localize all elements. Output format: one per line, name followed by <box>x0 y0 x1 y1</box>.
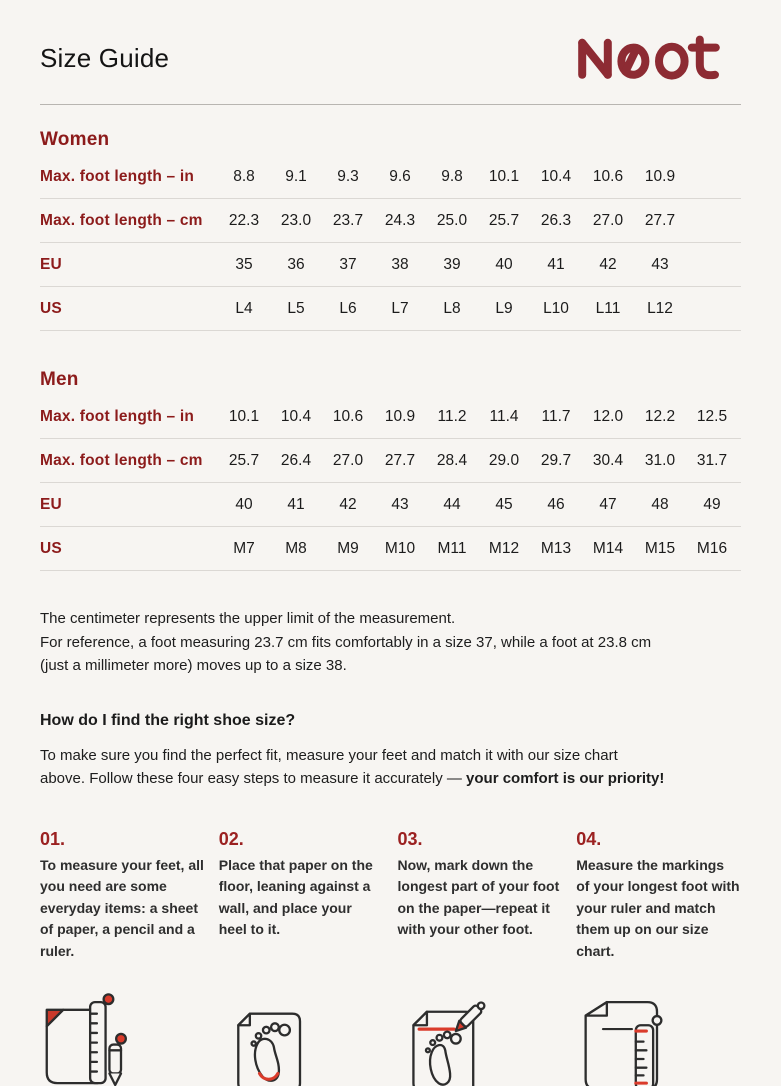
size-cell: 39 <box>443 255 461 273</box>
men-heading: Men <box>40 369 79 390</box>
size-cell: 9.3 <box>337 167 359 185</box>
size-cell: 8.8 <box>233 167 255 185</box>
intro-line: above. Follow these four easy steps to measure it accurately — <box>40 770 467 787</box>
size-cell: 25.7 <box>488 211 520 229</box>
size-cell: L9 <box>495 299 513 317</box>
size-cell: 26.4 <box>280 451 312 469</box>
size-cell: 29.0 <box>488 451 520 469</box>
note-line: The centimeter represents the upper limit of the measurement. <box>40 610 456 627</box>
size-cell: 12.2 <box>644 407 676 425</box>
size-cell: 41 <box>547 255 565 273</box>
size-cell: 12.0 <box>592 407 624 425</box>
size-cell: 10.4 <box>540 167 572 185</box>
size-cell: 27.0 <box>592 211 624 229</box>
steps <box>40 829 741 963</box>
step-1 <box>40 829 205 963</box>
size-cell: M11 <box>437 539 467 557</box>
table-row <box>40 155 741 199</box>
note-line: For reference, a foot measuring 23.7 cm fits comfortably in a size 37, while a foot at 23.8 cm <box>40 633 652 651</box>
size-cell: 10.9 <box>644 167 676 185</box>
row-label: EU <box>40 255 62 273</box>
naot-logo <box>561 34 741 82</box>
table-row <box>40 483 741 527</box>
step-3 <box>398 829 563 963</box>
size-cell: 45 <box>495 495 513 513</box>
step-text: To measure your feet, all you need are some everyday items: a sheet of paper, a pencil and a ruler. <box>40 856 204 959</box>
size-cell: 30.4 <box>592 451 624 469</box>
size-cell: 27.7 <box>384 451 416 469</box>
paper-footprint-heel-icon <box>219 988 384 1086</box>
table-row <box>40 527 741 571</box>
size-cell: 44 <box>443 495 461 513</box>
table-row <box>40 243 741 287</box>
step-icons <box>40 988 741 1086</box>
size-cell: 35 <box>235 255 253 273</box>
size-cell: 36 <box>287 255 305 273</box>
size-cell: 10.1 <box>488 167 520 185</box>
size-cell: 40 <box>495 255 513 273</box>
header-divider <box>40 104 741 105</box>
row-label: US <box>40 299 62 317</box>
row-label: Max. foot length – in <box>40 407 195 425</box>
size-cell: 10.9 <box>384 407 416 425</box>
size-cell: 9.8 <box>441 167 463 185</box>
size-cell: 43 <box>651 255 669 273</box>
size-cell: M15 <box>644 539 676 557</box>
size-cell: L11 <box>595 299 621 317</box>
step-number: 02. <box>218 828 244 849</box>
note-text <box>40 607 741 678</box>
size-cell: 46 <box>547 495 565 513</box>
size-cell: 9.6 <box>389 167 411 185</box>
size-cell: 47 <box>599 495 617 513</box>
size-guide-page <box>0 34 781 1086</box>
table-row <box>40 287 741 331</box>
paper-ruler-pencil-icon <box>40 988 205 1086</box>
table-row <box>40 199 741 243</box>
ruler-measuring-paper-icon <box>576 988 741 1086</box>
size-cell: 42 <box>339 495 357 513</box>
size-cell: 25.7 <box>228 451 260 469</box>
intro-text <box>40 744 741 791</box>
step-text: Place that paper on the floor, leaning against a wall, and place your heel to it. <box>218 856 373 937</box>
step-number: 04. <box>576 828 602 849</box>
step-number: 01. <box>40 828 66 849</box>
row-label: US <box>40 539 62 557</box>
intro-line: To make sure you find the perfect fit, measure your feet and match it with our size chart <box>40 746 618 764</box>
size-cell: 24.3 <box>384 211 416 229</box>
table-row <box>40 395 741 439</box>
size-cell: 27.7 <box>644 211 676 229</box>
row-label: Max. foot length – cm <box>40 211 203 229</box>
size-cell: 23.7 <box>332 211 364 229</box>
pencil-marking-foot-icon <box>398 988 563 1086</box>
size-cell: L8 <box>443 299 461 317</box>
size-cell: M13 <box>540 539 572 557</box>
size-cell: 40 <box>235 495 253 513</box>
size-cell: 41 <box>287 495 305 513</box>
size-cell: 23.0 <box>280 211 312 229</box>
size-cell: 22.3 <box>228 211 260 229</box>
size-cell: 10.6 <box>332 407 364 425</box>
step-2 <box>219 829 384 963</box>
size-cell: M9 <box>337 539 359 557</box>
women-heading: Women <box>40 129 110 150</box>
row-label: Max. foot length – cm <box>40 451 203 469</box>
size-cell: M16 <box>696 539 728 557</box>
size-cell: L4 <box>235 299 253 317</box>
page-title: Size Guide <box>40 42 170 73</box>
size-cell: 11.4 <box>489 407 519 425</box>
note-line: (just a millimeter more) moves up to a size 38. <box>40 657 347 674</box>
size-cell: M14 <box>592 539 624 557</box>
size-cell: 10.6 <box>592 167 624 185</box>
size-cell: L10 <box>543 299 569 317</box>
size-cell: 31.7 <box>696 451 728 469</box>
size-cell: 31.0 <box>644 451 676 469</box>
size-cell: L7 <box>391 299 409 317</box>
size-cell: 11.2 <box>437 407 467 425</box>
size-cell: 11.7 <box>541 407 571 425</box>
size-cell: 28.4 <box>436 451 468 469</box>
size-cell: 10.4 <box>280 407 312 425</box>
size-cell: 10.1 <box>228 407 260 425</box>
size-cell: 9.1 <box>285 167 307 185</box>
row-label: Max. foot length – in <box>40 167 195 185</box>
header <box>40 34 741 82</box>
size-cell: 48 <box>651 495 669 513</box>
men-size-table <box>40 395 741 571</box>
size-cell: 43 <box>391 495 409 513</box>
step-text: Now, mark down the longest part of your foot on the paper—repeat it with your other foot. <box>397 856 560 937</box>
size-cell: M8 <box>285 539 307 557</box>
size-cell: L5 <box>287 299 305 317</box>
size-cell: L12 <box>647 299 673 317</box>
size-cell: M7 <box>233 539 255 557</box>
size-cell: L6 <box>339 299 357 317</box>
step-number: 03. <box>397 828 423 849</box>
women-size-table <box>40 155 741 331</box>
table-row <box>40 439 741 483</box>
step-text: Measure the markings of your longest foot with your ruler and match them up on our size chart. <box>576 856 740 959</box>
size-cell: 26.3 <box>540 211 572 229</box>
step-4 <box>576 829 741 963</box>
size-cell: 42 <box>599 255 617 273</box>
intro-bold: your comfort is our priority! <box>466 770 665 787</box>
size-cell: 12.5 <box>696 407 728 425</box>
row-label: EU <box>40 495 62 513</box>
how-to-heading: How do I find the right shoe size? <box>40 711 296 729</box>
size-cell: 37 <box>339 255 357 273</box>
size-cell: 29.7 <box>540 451 572 469</box>
size-cell: M12 <box>488 539 520 557</box>
size-cell: 49 <box>703 495 721 513</box>
size-cell: 38 <box>391 255 409 273</box>
size-cell: 27.0 <box>332 451 364 469</box>
size-cell: 25.0 <box>436 211 468 229</box>
size-cell: M10 <box>384 539 416 557</box>
